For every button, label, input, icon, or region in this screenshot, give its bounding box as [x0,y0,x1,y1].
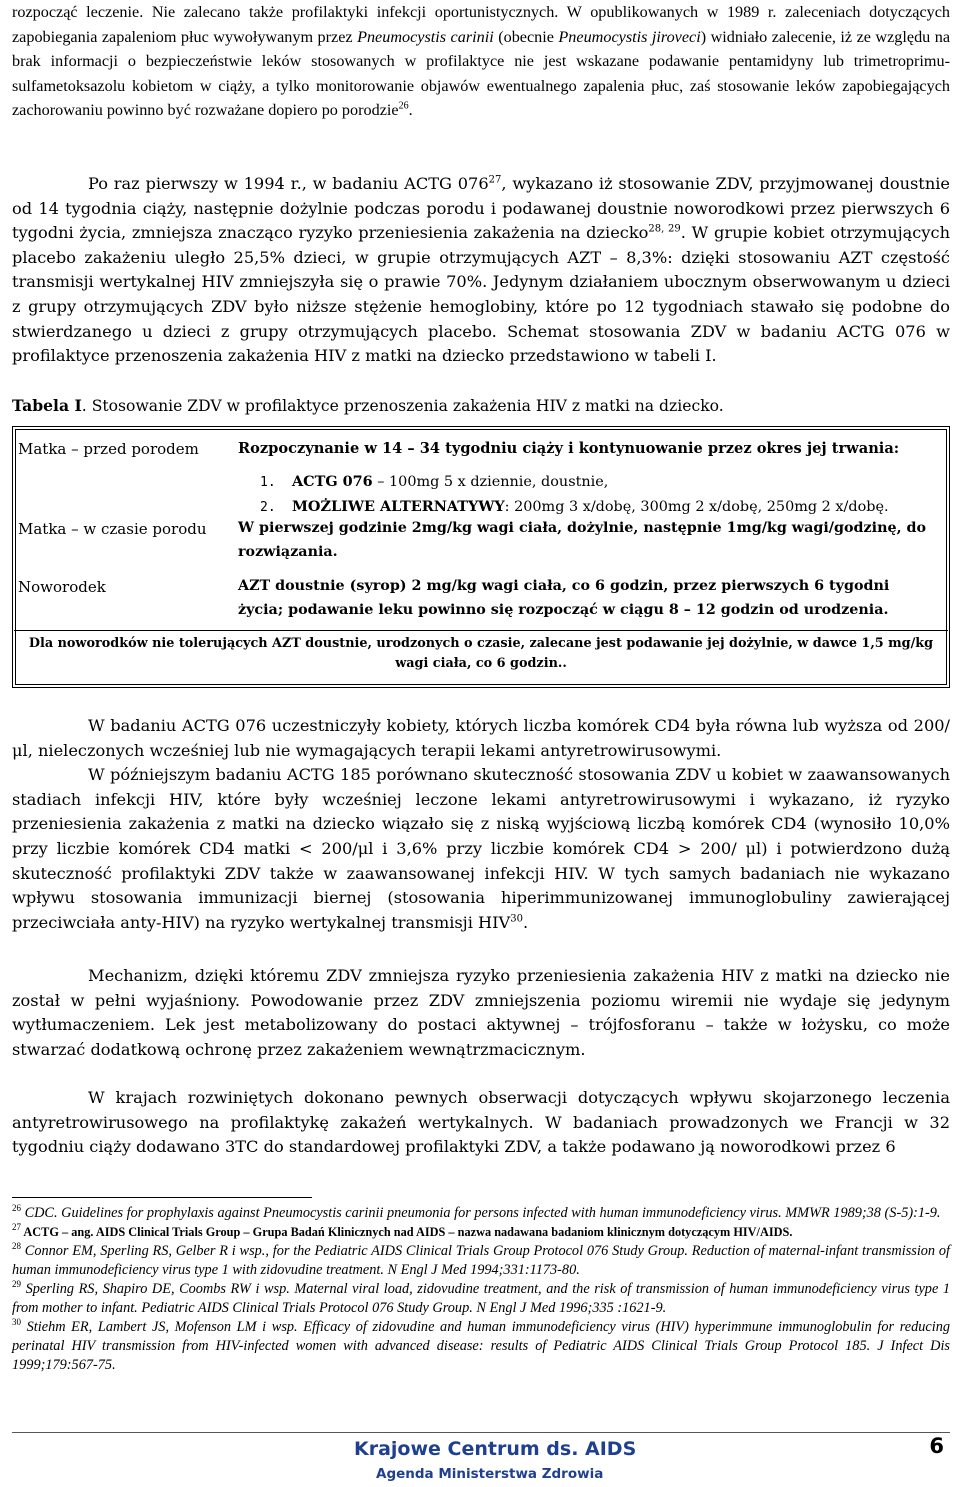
paragraph-late-study [12,763,950,935]
footnote-ref: 27 [488,174,502,186]
text-run: ) widniało zalecenie, iż ze względu na brak informacji o bezpieczeństwie leków stosowanych w profilaktyce nie jest wskazane podawanie pentamidyny lub trimetroprimu-sulfametoksazolu kobietom w ciąży, a tylko monitorowanie objawów ewentualnego zapalenia płuc, zaś stosowanie leków zapobiegających zachorowaniu powinno być rozważane dopiero po porodzie [12,27,951,120]
footnote-text: Stiehm ER, Lambert JS, Mofenson LM i wsp. Efficacy of zidovudine and human immunodeficiency virus (HIV) hyperimmune immunoglobulin for reducing perinatal HIV transmission from HIV-infected women with advanced disease: results of Pediatric AIDS Clinical Trials Group Protocol 185. J Infect Dis 1999;179:567-75. [12,1319,950,1373]
footnote [12,1318,950,1375]
footnote-ref: 28, 29 [648,223,681,235]
list-item [260,470,889,495]
footnote-text: CDC. Guidelines for prophylaxis against Pneumocystis carinii pneumonia for persons infected with human immunodeficiency virus. MMWR 1989;38 (S-5):1-9. [21,1205,941,1221]
text-run: Po raz pierwszy w 1994 r. [88,174,302,193]
row-text-newborn: AZT doustnie (syrop) 2 mg/kg wagi ciała, co 6 godzin, przez pierwszych 6 tygodni życia; podawanie leku powinno się rozpocząć w ciągu 8 – 12 godzin od urodzenia. [238,578,890,618]
list-item-bold: MOŻLIWE ALTERNATYWY [292,498,505,515]
species-name: Pneumocystis carinii [357,27,494,46]
footnote-number: 28 [12,1241,21,1252]
row-label-during-delivery: Matka – w czasie porodu [18,520,207,538]
text-run: . [408,101,413,120]
text-run: (obecnie [493,27,559,46]
row-label-newborn: Noworodek [18,578,106,596]
dosing-list [260,470,889,520]
text-run: W późniejszym badaniu ACTG 185 porównano skuteczność stosowania ZDV u kobiet w zaawansowanych stadiach infekcji HIV, które były wcześniej leczone lekami antyretrowirusowymi i wykazano, iż ryzyko przeniesienia zakażenia z matki na dziecko wiązało się z niską wyjściową liczbą komórek CD4 (wynosiło 10,0% przy liczbie komórek CD4 matki < 200/μl i 3,6% przy liczbie komórek CD4 > 200/ μl) i potwierdzono dużą skuteczność profilaktyki ZDV także w zaawansowanej infekcji HIV. W tych samych badaniach nie wykazano wpływu stosowania immunizacji biernej (stosowania hiperimmunizowanej immunoglobuliny zawierającej przeciwciała anty-HIV) na ryzyko wertykalnej transmisji HIV [12,765,950,932]
table-caption [12,394,950,418]
footnotes [12,1204,950,1375]
table-caption-text: . Stosowanie ZDV w profilaktyce przenoszenia zakażenia HIV z matki na dziecko. [81,397,724,415]
text-run: . [522,912,529,932]
list-number: 1. [260,475,276,490]
footnote-text: ACTG – ang. AIDS Clinical Trials Group – Grupa Badań Klinicznych nad AIDS – nazwa nadawana badaniom klinicznym dotyczącym HIV/AIDS. [21,1225,793,1239]
table-divider [14,630,948,631]
paragraph-actg-185 [12,714,950,935]
table-note: Dla noworodków nie tolerujących AZT doustnie, urodzonych o czasie, zalecane jest podawanie jej dożylnie, w dawce 1,5 mg/kg wagi ciała, co 6 godzin.. [28,636,934,671]
row-text-during-delivery: W pierwszej godzinie 2mg/kg wagi ciała, dożylnie, następnie 1mg/kg wagi/godzinę, do rozwiązania. [238,520,927,560]
paragraph-combination: W krajach rozwiniętych dokonano pewnych obserwacji dotyczących wpływu skojarzonego leczenia antyretrowirusowego na profilaktykę zakażeń wertykalnych. W badaniach prowadzonych we Francji w 32 tygodniu ciąży dodawano 3TC do standardowej profilaktyki ZDV, a także podawano ją noworodkowi przez 6 [12,1088,950,1157]
footnote-separator [12,1197,312,1198]
footnote-ref: 30 [510,913,523,925]
footer-organization: Krajowe Centrum ds. AIDS [354,1438,637,1460]
footnote-number: 27 [12,1222,21,1233]
footnote-text: Sperling RS, Shapiro DE, Coombs RW i wsp. Maternal viral load, zidovudine treatment, and the risk of transmission of human immunodeficiency virus type 1 from mother to infant. Pediatric AIDS Clinical Trials Protocol 076 Study Group. N Engl J Med 1996;335 :1621-9. [12,1281,950,1316]
dosing-table-inner [15,429,947,685]
page-number: 6 [929,1434,944,1458]
list-item-text: : 200mg 3 x/dobę, 300mg 2 x/dobę, 250mg 2 x/dobę. [504,499,889,515]
row-text-before-delivery: Rozpoczynanie w 14 – 34 tygodniu ciąży i kontynuowanie przez okres jej trwania: [238,440,900,457]
paragraph-cd4: W badaniu ACTG 076 uczestniczyły kobiety, których liczba komórek CD4 była równa lub wyższa od 200/μl, nieleczonych wcześniej lub nie wymagających terapii lekami antyretrowirusowymi. [12,716,950,760]
footnote-number: 30 [12,1317,21,1328]
paragraph-mechanism: Mechanizm, dzięki któremu ZDV zmniejsza ryzyko przeniesienia zakażenia HIV z matki na dziecko nie został w pełni wyjaśniony. Powodowanie przez ZDV zmniejszenia poziomu wiremii nie wydaje się jedynym wytłumaczeniem. Lek jest metabolizowany do postaci aktywnej – trójfosforanu – także w łożysku, co może stwarzać dodatkową ochronę przez zakażeniem wewnątrzmacicznym. [12,966,950,1059]
footnote-number: 26 [12,1203,21,1214]
footer-rule [12,1432,950,1433]
footnote [12,1242,950,1280]
species-name: Pneumocystis jiroveci [558,27,701,46]
paragraph-pneumocystis [12,0,950,123]
footnote [12,1223,950,1242]
text-run: , wykazano iż stosowanie ZDV, przyjmowanej doustnie od 14 tygodnia ciąży, następnie dożylnie podczas porodu i podawanej doustnie noworodkowi przez pierwszych 6 tygodni życia, zmniejsza znacząco ryzyko przeniesienia zakażenia na dziecko [12,174,950,243]
footnote-ref: 26 [398,100,409,112]
footer-agency: Agenda Ministerstwa Zdrowia [376,1466,604,1482]
text-run: . W grupie kobiet otrzymujących placebo zakażeniu uległo 25,5% dzieci, w grupie otrzymujących AZT – 8,3%: dzięki stosowaniu AZT częstość transmisji wertykalnej HIV zmniejszyła się o prawie 70%. Jedynym działaniem ubocznym obserwowanym u dzieci z grupy otrzymujących ZDV było niższe stężenie hemoglobiny, które po 12 tygodniach stawało się podobne do stwierdzanego u dzieci z grupy otrzymujących placebo. Schemat stosowania ZDV w badaniu ACTG 076 w profilaktyce przenoszenia zakażenia HIV z matki na dziecko przedstawiono w tabeli I. [12,223,951,366]
footnote [12,1204,950,1223]
row-label-before-delivery: Matka – przed porodem [18,440,199,458]
list-item-text: – 100mg 5 x dziennie, doustnie, [372,474,609,490]
text-run: , w badaniu ACTG 076 [301,174,489,193]
table-caption-label: Tabela I [12,396,82,415]
footnote [12,1280,950,1318]
paragraph-actg076 [12,172,950,369]
text-run: rozpocząć leczenie. Nie zalecano także profilaktyki infekcji oportunistycznych. W opublikowanych w 1989 r. zaleceniach dotyczących zapobiegania zapaleniom płuc wywoływanym przez [12,3,950,46]
list-item-bold: ACTG 076 [292,473,373,490]
dosing-table [12,426,950,688]
footnote-text: Connor EM, Sperling RS, Gelber R i wsp., for the Pediatric AIDS Clinical Trials Group Protocol 076 Study Group. Reduction of maternal-infant transmission of human immunodeficiency virus type 1 with zidovudine treatment. N Engl J Med 1994;331:1173-80. [12,1243,950,1278]
list-number: 2. [260,500,276,515]
footnote-number: 29 [12,1279,21,1290]
